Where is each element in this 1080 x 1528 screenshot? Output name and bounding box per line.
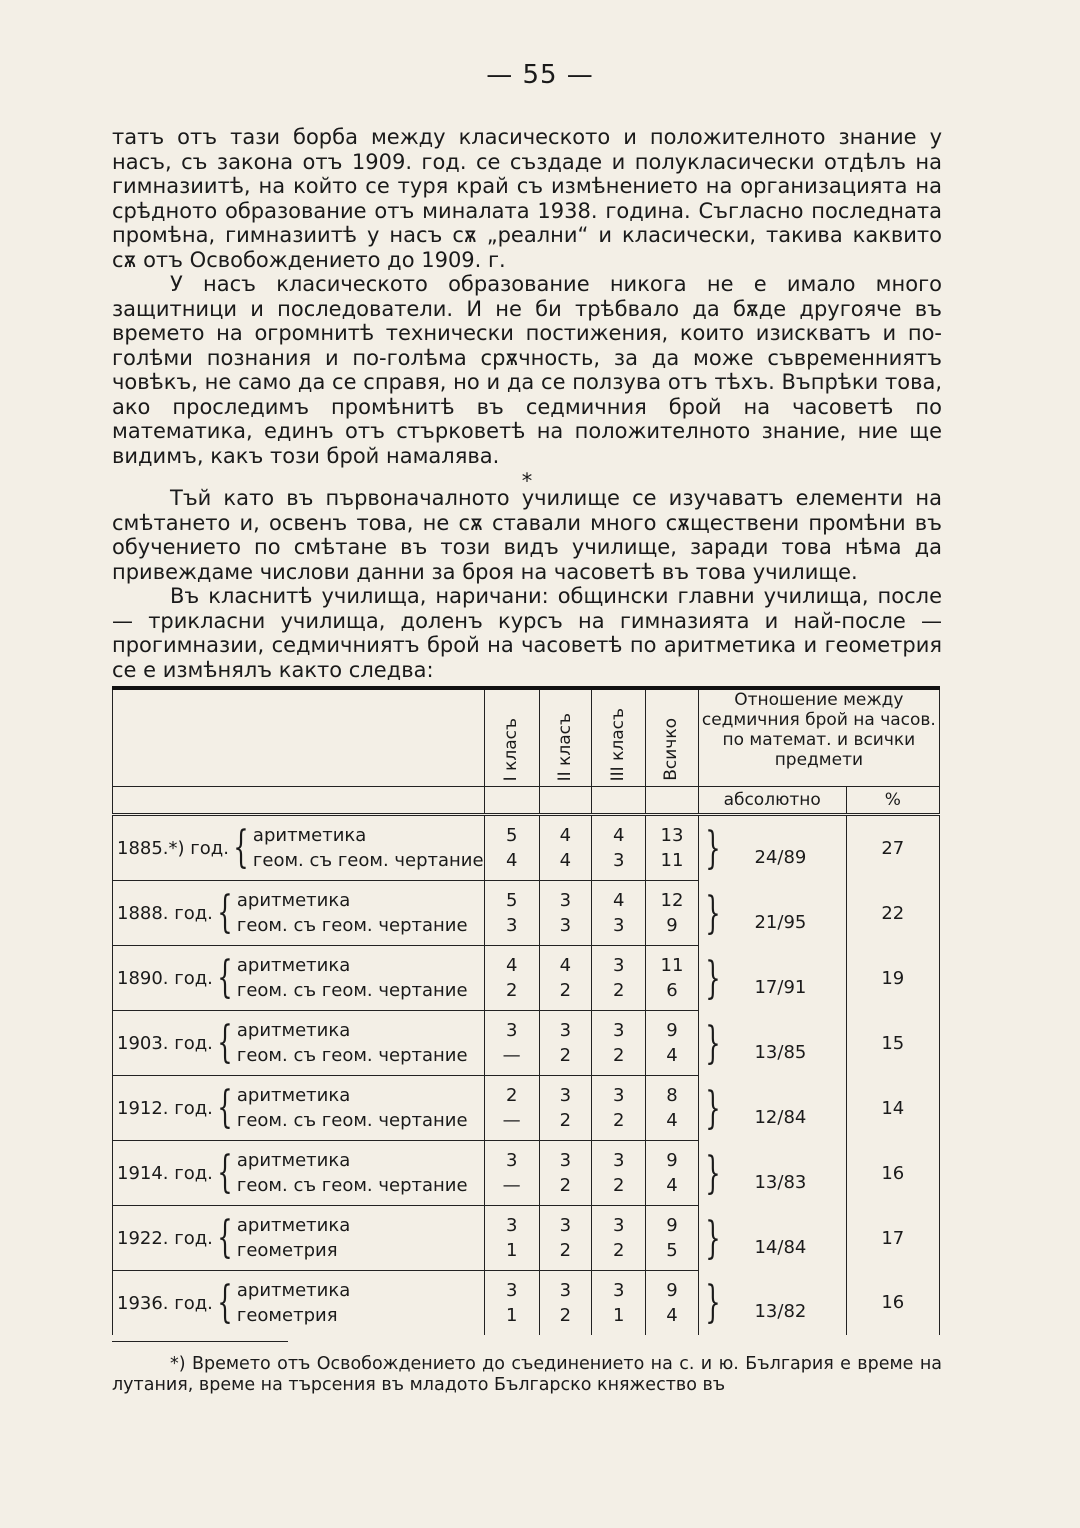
section-separator: * — [521, 469, 533, 493]
class2-value-1: 3 — [559, 1020, 572, 1041]
row-absolute: 14/84 — [754, 1236, 807, 1258]
class1-value-1: 5 — [505, 890, 518, 911]
class2-value-2: 2 — [559, 980, 572, 1001]
total-value-2: 4 — [666, 1110, 678, 1131]
class1-value-2: 2 — [505, 980, 518, 1001]
paragraph-1: татъ отъ тази борба между класическото и положителното знание у насъ, съ закона отъ 1909. год. се създаде и полукласически отдѣлъ на гимназиитѣ, на който се туря край съ измѣнението на организацията на срѣдното образование отъ миналата 1938. година. Съгласно последната промѣна, гимназиитѣ у насъ сѫ „реални“ и класически, такива каквито сѫ отъ Освобождението до 1909. г. — [112, 125, 942, 272]
class3-value-1: 3 — [612, 1150, 625, 1171]
total-value-2: 11 — [660, 850, 684, 871]
row-subject-1: аритметика — [236, 890, 351, 911]
right-brace: } — [705, 887, 721, 939]
class3-value-1: 3 — [612, 955, 625, 976]
hours-table — [112, 686, 940, 1335]
row-subject-2: геом. съ геом. чертание — [236, 1045, 468, 1066]
left-brace: { — [217, 1277, 233, 1328]
row-percent: 27 — [846, 815, 939, 881]
class2-value-2: 3 — [559, 915, 572, 936]
row-absolute: 13/83 — [754, 1171, 807, 1193]
right-brace: } — [705, 1017, 721, 1069]
row-subject-2: геом. съ геом. чертание — [236, 1175, 468, 1196]
row-subject-2: геом. съ геом. чертание — [252, 850, 484, 871]
class2-value-1: 3 — [559, 1280, 572, 1301]
header-absolute: абсолютно — [698, 787, 846, 815]
footnote-text: *) Времето отъ Освобождението до съединението на с. и ю. България е време на лутания, време на търсения въ младото Българско княжество въ — [112, 1354, 942, 1395]
class1-value-2: 3 — [505, 915, 518, 936]
class2-value-2: 2 — [559, 1240, 572, 1261]
table-row — [113, 881, 940, 946]
class1-value-2: 1 — [505, 1240, 518, 1261]
class1-value-1: 3 — [505, 1150, 518, 1171]
right-brace: } — [705, 822, 721, 874]
header-class-1: I класъ — [500, 717, 521, 781]
left-brace: { — [217, 952, 233, 1003]
row-subject-1: аритметика — [236, 1280, 351, 1301]
row-percent: 17 — [846, 1206, 939, 1271]
class1-value-1: 2 — [505, 1085, 518, 1106]
left-brace: { — [217, 1212, 233, 1263]
class1-value-2: — — [502, 1045, 521, 1066]
row-subject-2: геом. съ геом. чертание — [236, 1110, 468, 1131]
row-year: 1888. год. — [117, 902, 213, 924]
right-brace: } — [705, 952, 721, 1004]
row-percent: 19 — [846, 946, 939, 1011]
row-absolute: 12/84 — [754, 1106, 807, 1128]
class2-value-2: 4 — [559, 850, 572, 871]
total-value-2: 4 — [666, 1045, 678, 1066]
class3-value-2: 2 — [612, 1045, 625, 1066]
class2-value-1: 3 — [559, 1150, 572, 1171]
table-row — [113, 1206, 940, 1271]
total-value-1: 8 — [666, 1085, 678, 1106]
total-value-2: 6 — [666, 980, 678, 1001]
class3-value-2: 2 — [612, 1240, 625, 1261]
row-subject-2: геометрия — [236, 1305, 338, 1326]
total-value-1: 11 — [660, 955, 684, 976]
row-absolute: 13/82 — [754, 1301, 807, 1323]
class1-value-1: 3 — [505, 1215, 518, 1236]
header-percent: % — [846, 787, 939, 815]
class3-value-1: 3 — [612, 1020, 625, 1041]
row-year: 1890. год. — [117, 967, 213, 989]
class3-value-1: 4 — [612, 890, 625, 911]
class3-value-2: 2 — [612, 980, 625, 1001]
total-value-1: 12 — [660, 890, 684, 911]
paragraph-2: У насъ класическото образование никога не е имало много защитници и последователи. И не би трѣбвало да бѫде другояче въ времето на огромнитѣ технически постижения, които изискватъ и по-голѣми познания и по-голѣма срѫчность, за да може съвременниятъ човѣкъ, не само да се справя, но и да се ползува отъ тѣхъ. Въпрѣки това, ако проследимъ промѣнитѣ въ седмичния брой на часоветѣ по математика, единъ отъ стърковетѣ на положителното знание, ние ще видимъ, какъ този брой намалява. — [112, 272, 942, 468]
table-row — [113, 946, 940, 1011]
row-absolute: 24/89 — [754, 846, 807, 868]
total-value-2: 9 — [666, 915, 678, 936]
row-absolute: 21/95 — [754, 911, 807, 933]
paragraph-3: Тъй като въ първоначалното училище се изучаватъ елементи на смѣтането и, освенъ това, не сѫ ставали много сѫществени промѣни въ обучението по смѣтане въ този видъ училище, заради това нѣма да привеждаме числови данни за броя на часоветѣ въ това училище. — [112, 486, 942, 584]
row-subject-1: аритметика — [236, 955, 351, 976]
class1-value-1: 3 — [505, 1280, 518, 1301]
right-brace: } — [705, 1082, 721, 1134]
row-percent: 22 — [846, 881, 939, 946]
class2-value-2: 2 — [559, 1045, 572, 1066]
class3-value-2: 1 — [612, 1305, 625, 1326]
row-percent: 16 — [846, 1271, 939, 1336]
class3-value-1: 3 — [612, 1280, 625, 1301]
class1-value-2: — — [502, 1110, 521, 1131]
footnote-rule — [112, 1341, 288, 1342]
table-row — [113, 1141, 940, 1206]
footnote — [112, 1354, 942, 1396]
row-subject-1: аритметика — [236, 1085, 351, 1106]
class3-value-1: 3 — [612, 1085, 625, 1106]
class2-value-1: 3 — [559, 1085, 572, 1106]
row-absolute: 17/91 — [754, 976, 807, 998]
row-subject-2: геом. съ геом. чертание — [236, 915, 468, 936]
row-percent: 16 — [846, 1141, 939, 1206]
table-header-blank — [113, 688, 485, 787]
total-value-1: 9 — [666, 1215, 678, 1236]
class3-value-1: 4 — [612, 825, 625, 846]
row-subject-1: аритметика — [252, 825, 367, 846]
left-brace: { — [217, 1082, 233, 1133]
row-subject-1: аритметика — [236, 1215, 351, 1236]
row-year: 1912. год. — [117, 1097, 213, 1119]
right-brace: } — [705, 1212, 721, 1264]
row-year: 1922. год. — [117, 1227, 213, 1249]
total-value-2: 4 — [666, 1175, 678, 1196]
row-subject-2: геом. съ геом. чертание — [236, 980, 468, 1001]
row-year: 1914. год. — [117, 1162, 213, 1184]
class1-value-1: 4 — [505, 955, 518, 976]
body-text — [112, 125, 942, 682]
total-value-1: 13 — [660, 825, 684, 846]
class2-value-1: 3 — [559, 1215, 572, 1236]
class1-value-2: 1 — [505, 1305, 518, 1326]
right-brace: } — [705, 1277, 721, 1329]
class2-value-2: 2 — [559, 1175, 572, 1196]
table-row — [113, 1076, 940, 1141]
class2-value-1: 4 — [559, 955, 572, 976]
total-value-1: 9 — [666, 1280, 678, 1301]
class3-value-2: 2 — [612, 1175, 625, 1196]
total-value-1: 9 — [666, 1150, 678, 1171]
left-brace: { — [217, 887, 233, 938]
table-row — [113, 1271, 940, 1336]
class1-value-2: 4 — [505, 850, 518, 871]
row-year: 1936. год. — [117, 1292, 213, 1314]
class3-value-1: 3 — [612, 1215, 625, 1236]
row-percent: 15 — [846, 1011, 939, 1076]
table-row — [113, 815, 940, 881]
class2-value-1: 3 — [559, 890, 572, 911]
page-number: — 55 — — [486, 60, 594, 90]
class3-value-2: 3 — [612, 850, 625, 871]
row-absolute: 13/85 — [754, 1041, 807, 1063]
class1-value-2: — — [502, 1175, 521, 1196]
row-subject-1: аритметика — [236, 1020, 351, 1041]
row-percent: 14 — [846, 1076, 939, 1141]
row-year: 1885.*) год. — [117, 837, 229, 859]
class1-value-1: 3 — [505, 1020, 518, 1041]
right-brace: } — [705, 1147, 721, 1199]
row-year: 1903. год. — [117, 1032, 213, 1054]
class2-value-1: 4 — [559, 825, 572, 846]
row-subject-1: аритметика — [236, 1150, 351, 1171]
paragraph-4: Въ класнитѣ училища, наричани: общински главни училища, после — трикласни училища, доленъ курсъ на гимназията и най-после — прогимназии, седмичниятъ брой на часоветѣ по аритметика и геометрия се е измѣнялъ както следва: — [112, 584, 942, 682]
class2-value-2: 2 — [559, 1305, 572, 1326]
header-ratio: Отношение между седмичния брой на часов. по математ. и всички предмети — [698, 688, 939, 787]
class1-value-1: 5 — [505, 825, 518, 846]
left-brace: { — [217, 1147, 233, 1198]
class3-value-2: 2 — [612, 1110, 625, 1131]
total-value-1: 9 — [666, 1020, 678, 1041]
row-subject-2: геометрия — [236, 1240, 338, 1261]
left-brace: { — [233, 822, 249, 873]
left-brace: { — [217, 1017, 233, 1068]
header-total: Всичко — [661, 718, 682, 781]
table-row — [113, 1011, 940, 1076]
class2-value-2: 2 — [559, 1110, 572, 1131]
total-value-2: 5 — [666, 1240, 678, 1261]
header-class-2: II класъ — [554, 712, 575, 781]
class3-value-2: 3 — [612, 915, 625, 936]
header-class-3: III класъ — [607, 707, 628, 781]
total-value-2: 4 — [666, 1305, 678, 1326]
